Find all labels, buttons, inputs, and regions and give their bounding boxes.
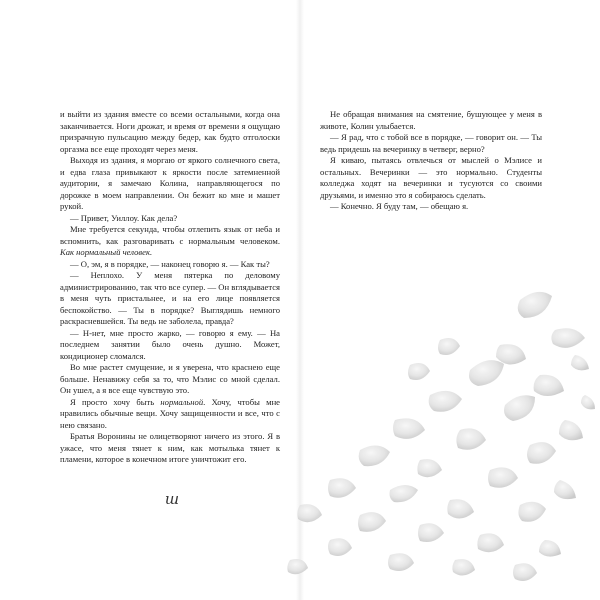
paragraph: Я киваю, пытаясь отвлечься от мыслей о Мэлисе и остальных. Вечеринки — это нормально. Студенты колледжа ходят на вечеринки и тусуются со своими друзьями, и именно это я собираюсь сделать. [320,155,542,200]
petal-shape [551,328,585,348]
paragraph: Выходя из здания, я моргаю от яркого солнечного света, и едва глаза привыкают к яркости после затемненной аудитории, я замечаю Колина, направляющегося по дорожке в моем направлении. Он бежит ко мне и машет рукой. [60,155,280,211]
paragraph: — Неплохо. У меня пятерка по деловому администрированию, так что все супер. — Он вглядывается в меня чуть пристальнее, и на его лице появляется беспокойство. — Ты в порядке? Выглядишь немного раскрасневшейся. Ты ведь не заболела, правда? [60,270,280,326]
petal-shape [571,355,589,370]
petal-shape [488,467,518,487]
section-ornament: ш [164,490,180,508]
paragraph-text: . Хочу, чтобы мне нравились обычные вещи. Хочу защищенности и все, что с нею связано. [60,396,280,430]
petal-shape [447,499,474,518]
petal-shape [539,540,561,557]
petal-shape [496,344,526,364]
petal-shape [359,445,390,466]
petal-shape [518,292,552,318]
petal-shape [393,418,425,439]
paragraph: Во мне растет смущение, и я уверена, что краснею еще больше. Ненавижу себя за то, что Мэлис со мной сделал. Он ушел, а я все еще чувствую это. [60,362,280,395]
left-page-text [60,109,280,466]
paragraph: — Конечно. Я буду там, — обещаю я. [330,201,469,211]
petal-shape [518,502,546,522]
petal-shape [328,538,352,556]
paragraph: — Привет, Уиллоу. Как дела? [70,212,178,223]
petal-shape [456,428,486,449]
petal-shape [328,478,356,498]
petal-shape [429,391,462,412]
right-page-text [320,109,542,213]
petal-shape [527,442,556,464]
petal-shape [418,523,444,542]
petal-shape [408,363,430,380]
italic-phrase: нормальной [160,396,204,407]
paragraph: Не обращая внимания на смятение, бушующее у меня в животе, Колин улыбается. [320,109,542,131]
petal-shape [554,480,576,499]
italic-phrase: Как нормальный человек. [60,247,153,257]
petal-shape [534,375,564,396]
petal-shape [559,420,583,440]
petal-shape [469,360,504,386]
petal-shape [581,395,595,409]
paragraph-text: Я просто хочу быть [70,396,161,407]
paragraph: и выйти из здания вместе со всеми остальными, когда она заканчивается. Ноги дрожат, и время от времени я ощущаю призрачную пульсацию между бедер, как будто отголоски оргазма все еще проходят через меня. [60,109,280,154]
petal-shape [438,338,460,355]
paragraph: Братья Воронины не олицетворяют ничего из этого. Я в ужасе, что меня тянет к ним, как мотылька тянет к пламени, которое в конечном итоге уничтожит его. [60,431,280,464]
paragraph [60,224,280,259]
paragraph: — Н-нет, мне просто жарко, — говорю я ему. — На последнем занятии было очень душно. Может, кондиционер сломался. [60,327,280,361]
petal-shape [452,559,475,575]
paragraph: — Я рад, что с тобой все в порядке, — говорит он. — Ты ведь придешь на вечеринку в четверг, верно? [320,132,542,154]
paragraph-text: Мне требуется секунда, чтобы отлепить язык от неба и вспомнить, как разговаривать с нормальным человеком. [60,224,280,246]
petal-shape [388,553,414,571]
petal-shape [513,563,537,581]
petal-shape [358,512,386,532]
petal-shape [417,459,442,477]
paragraph: — О, эм, я в порядке, — наконец говорю я. — Как ты? [70,258,270,269]
petal-shape [477,533,504,552]
petal-shape [390,485,419,502]
page-gutter [296,0,304,600]
paragraph [60,397,280,432]
petal-shape [504,395,535,421]
